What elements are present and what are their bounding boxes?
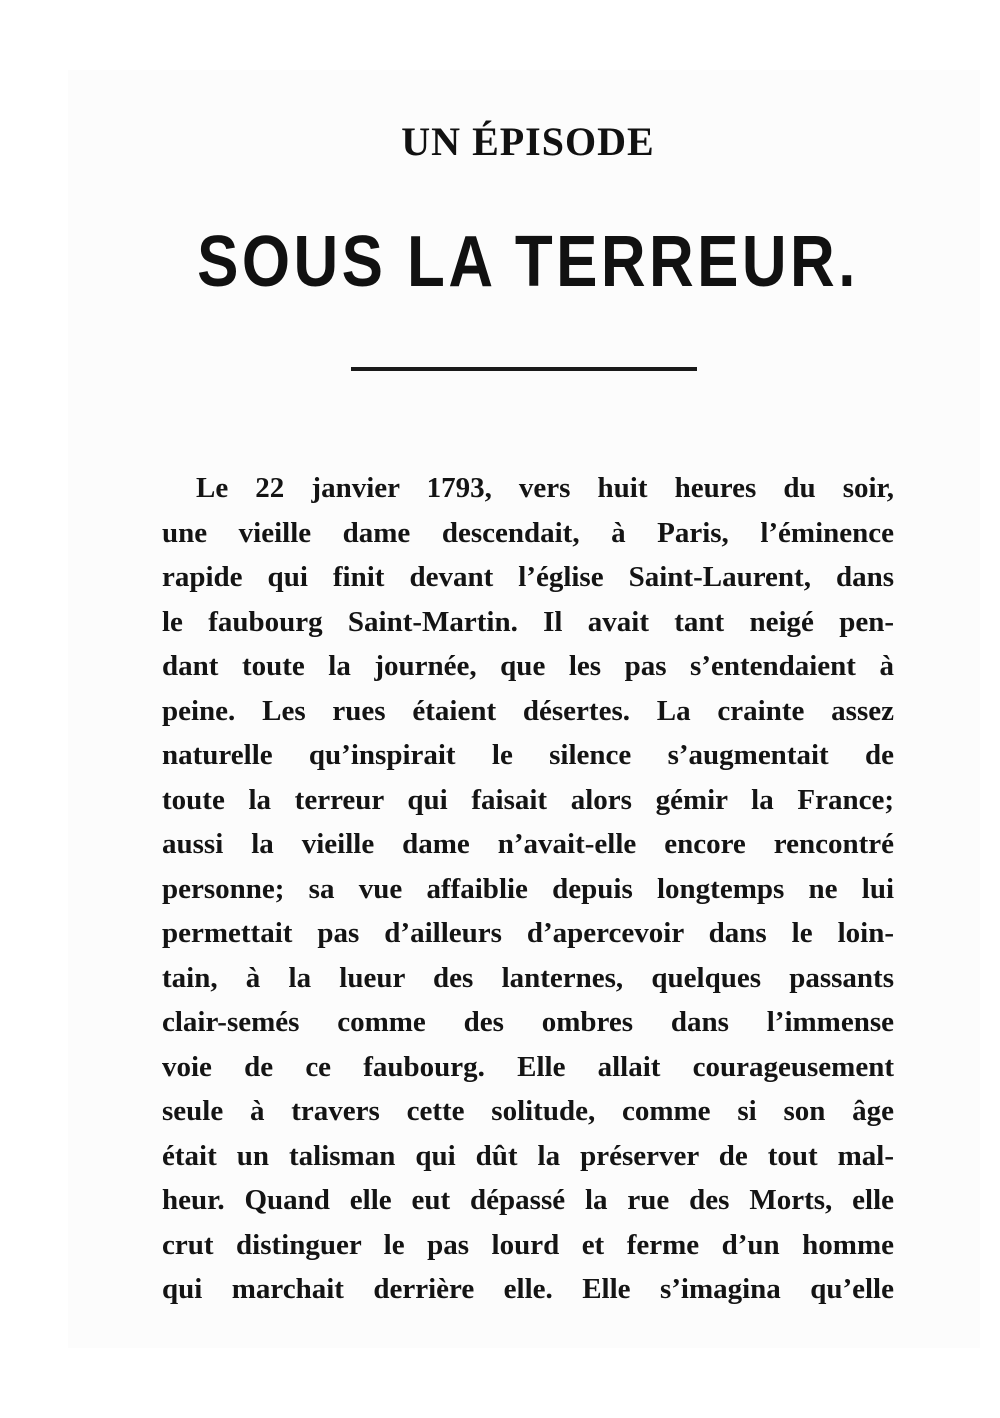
body-paragraph [162, 466, 894, 1312]
text-line: Le 22 janvier 1793, vers huit heures du soir, [196, 472, 894, 504]
text-line: dant toute la journée, que les pas s’entendaient à [162, 650, 894, 682]
text-line: était un talisman qui dût la préserver de tout mal- [162, 1139, 894, 1172]
text-line: le faubourg Saint-Martin. Il avait tant neigé pen- [162, 605, 894, 638]
text-line: clair-semés comme des ombres dans l’immense [162, 1006, 894, 1038]
text-line: permettait pas d’ailleurs d’apercevoir dans le loin- [162, 917, 894, 949]
text-line: seule à travers cette solitude, comme si son âge [162, 1095, 894, 1127]
text-line: tain, à la lueur des lanternes, quelques passants [162, 961, 894, 994]
title-divider [351, 367, 697, 371]
text-line: une vieille dame descendait, à Paris, l’éminence [162, 516, 894, 549]
text-line: peine. Les rues étaient désertes. La crainte assez [162, 694, 894, 727]
chapter-title: SOUS LA TERREUR. [197, 222, 859, 302]
text-line: personne; sa vue affaiblie depuis longtemps ne lui [162, 872, 894, 905]
text-line: rapide qui finit devant l’église Saint-Laurent, dans [162, 561, 894, 593]
text-line: toute la terreur qui faisait alors gémir la France; [162, 783, 894, 816]
text-line: naturelle qu’inspirait le silence s’augmentait de [162, 739, 894, 771]
text-line: voie de ce faubourg. Elle allait courageusement [162, 1050, 894, 1083]
text-line: qui marchait derrière elle. Elle s’imagina qu’elle [162, 1273, 894, 1305]
text-line: heur. Quand elle eut dépassé la rue des Morts, elle [162, 1184, 894, 1216]
section-heading-small: UN ÉPISODE [401, 119, 655, 164]
text-line: aussi la vieille dame n’avait-elle encore rencontré [162, 828, 894, 860]
text-line: crut distinguer le pas lourd et ferme d’un homme [162, 1228, 894, 1261]
